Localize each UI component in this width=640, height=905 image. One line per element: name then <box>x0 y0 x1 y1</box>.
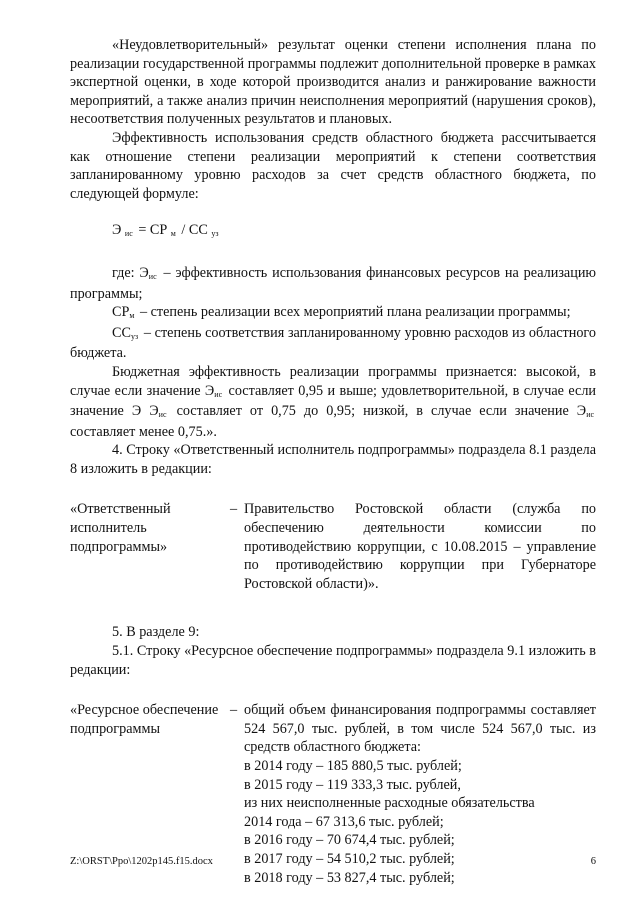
funding-line: 2014 года – 67 313,6 тыс. рублей; <box>244 813 444 830</box>
funding-line: в 2017 году – 54 510,2 тыс. рублей; <box>244 850 455 867</box>
responsible-executor-label: «Ответственный исполнитель подпрограммы» <box>70 501 171 555</box>
resource-provision-intro: общий объем финансирования подпрограммы составляет 524 567,0 тыс. рублей, в том числе 524 567,0 тыс. из средств областного бюджета: <box>244 702 596 756</box>
page-number: 6 <box>590 856 596 867</box>
paragraph-budget-efficiency: Бюджетная эффективность реализации программы признается: высокой, в случае если значение Эис составляет 0,95 и выше; удовлетворительной, в случае если значение Э Эис составляет от 0,75 до 0,95; низкой, в случае если значение Эис составляет менее 0,75.». <box>70 363 596 440</box>
definition-srm: СРм – степень реализации всех мероприятий плана реализации программы; <box>112 304 571 321</box>
efficiency-formula: Э ис = СР м / СС уз <box>112 222 219 239</box>
responsible-executor-value: Правительство Ростовской области (служба по обеспечению деятельности комиссии по противодействию коррупции, с 10.08.2015 – управление по противодействию коррупции при Губернаторе Ростовской области)». <box>244 501 596 592</box>
page-footer <box>70 855 596 869</box>
item-5-1: 5.1. Строку «Ресурсное обеспечение подпрограммы» подраздела 9.1 изложить в редакции: <box>70 643 596 678</box>
funding-line: в 2015 году – 119 333,3 тыс. рублей, <box>244 776 461 793</box>
funding-line: из них неисполненные расходные обязательства <box>244 795 535 812</box>
paragraph-unsatisfactory-result: «Неудовлетворительный» результат оценки степени исполнения плана по реализации государственной программы подлежит дополнительной проверке в рамках экспертной оценки, в ходе которой производится анализ и ранжирование важности мероприятий, а также анализ причин неисполнения мероприятий (нарушения сроков), несоответствия полученных результатов и плановых. <box>70 37 596 128</box>
funding-line: в 2018 году – 53 827,4 тыс. рублей; <box>244 869 455 886</box>
funding-line: в 2014 году – 185 880,5 тыс. рублей; <box>244 758 462 774</box>
paragraph-efficiency-definition: Эффективность использования средств областного бюджета рассчитывается как отношение степени реализации мероприятий к степени соответствия запланированному уровню расходов за счет средств областного бюджета, по следующей формуле: <box>70 129 596 202</box>
item-4: 4. Строку «Ответственный исполнитель подпрограммы» подраздела 8.1 раздела 8 изложить в редакции: <box>70 442 596 477</box>
responsible-executor-row <box>70 500 596 593</box>
dash: – <box>230 501 238 518</box>
item-5: 5. В разделе 9: <box>112 624 200 641</box>
definition-ssuz: ССуз – степень соответствия запланированному уровню расходов из областного бюджета. <box>70 324 596 362</box>
file-path: Z:\ORST\Ppo\1202p145.f15.docx <box>70 856 213 867</box>
dash: – <box>230 702 238 719</box>
definition-eis: где: Эис – эффективность использования финансовых ресурсов на реализацию программы; <box>70 264 597 302</box>
funding-line: в 2016 году – 70 674,4 тыс. рублей; <box>244 832 455 849</box>
document-body <box>70 36 596 887</box>
resource-provision-label: «Ресурсное обеспечение подпрограммы <box>70 702 219 737</box>
